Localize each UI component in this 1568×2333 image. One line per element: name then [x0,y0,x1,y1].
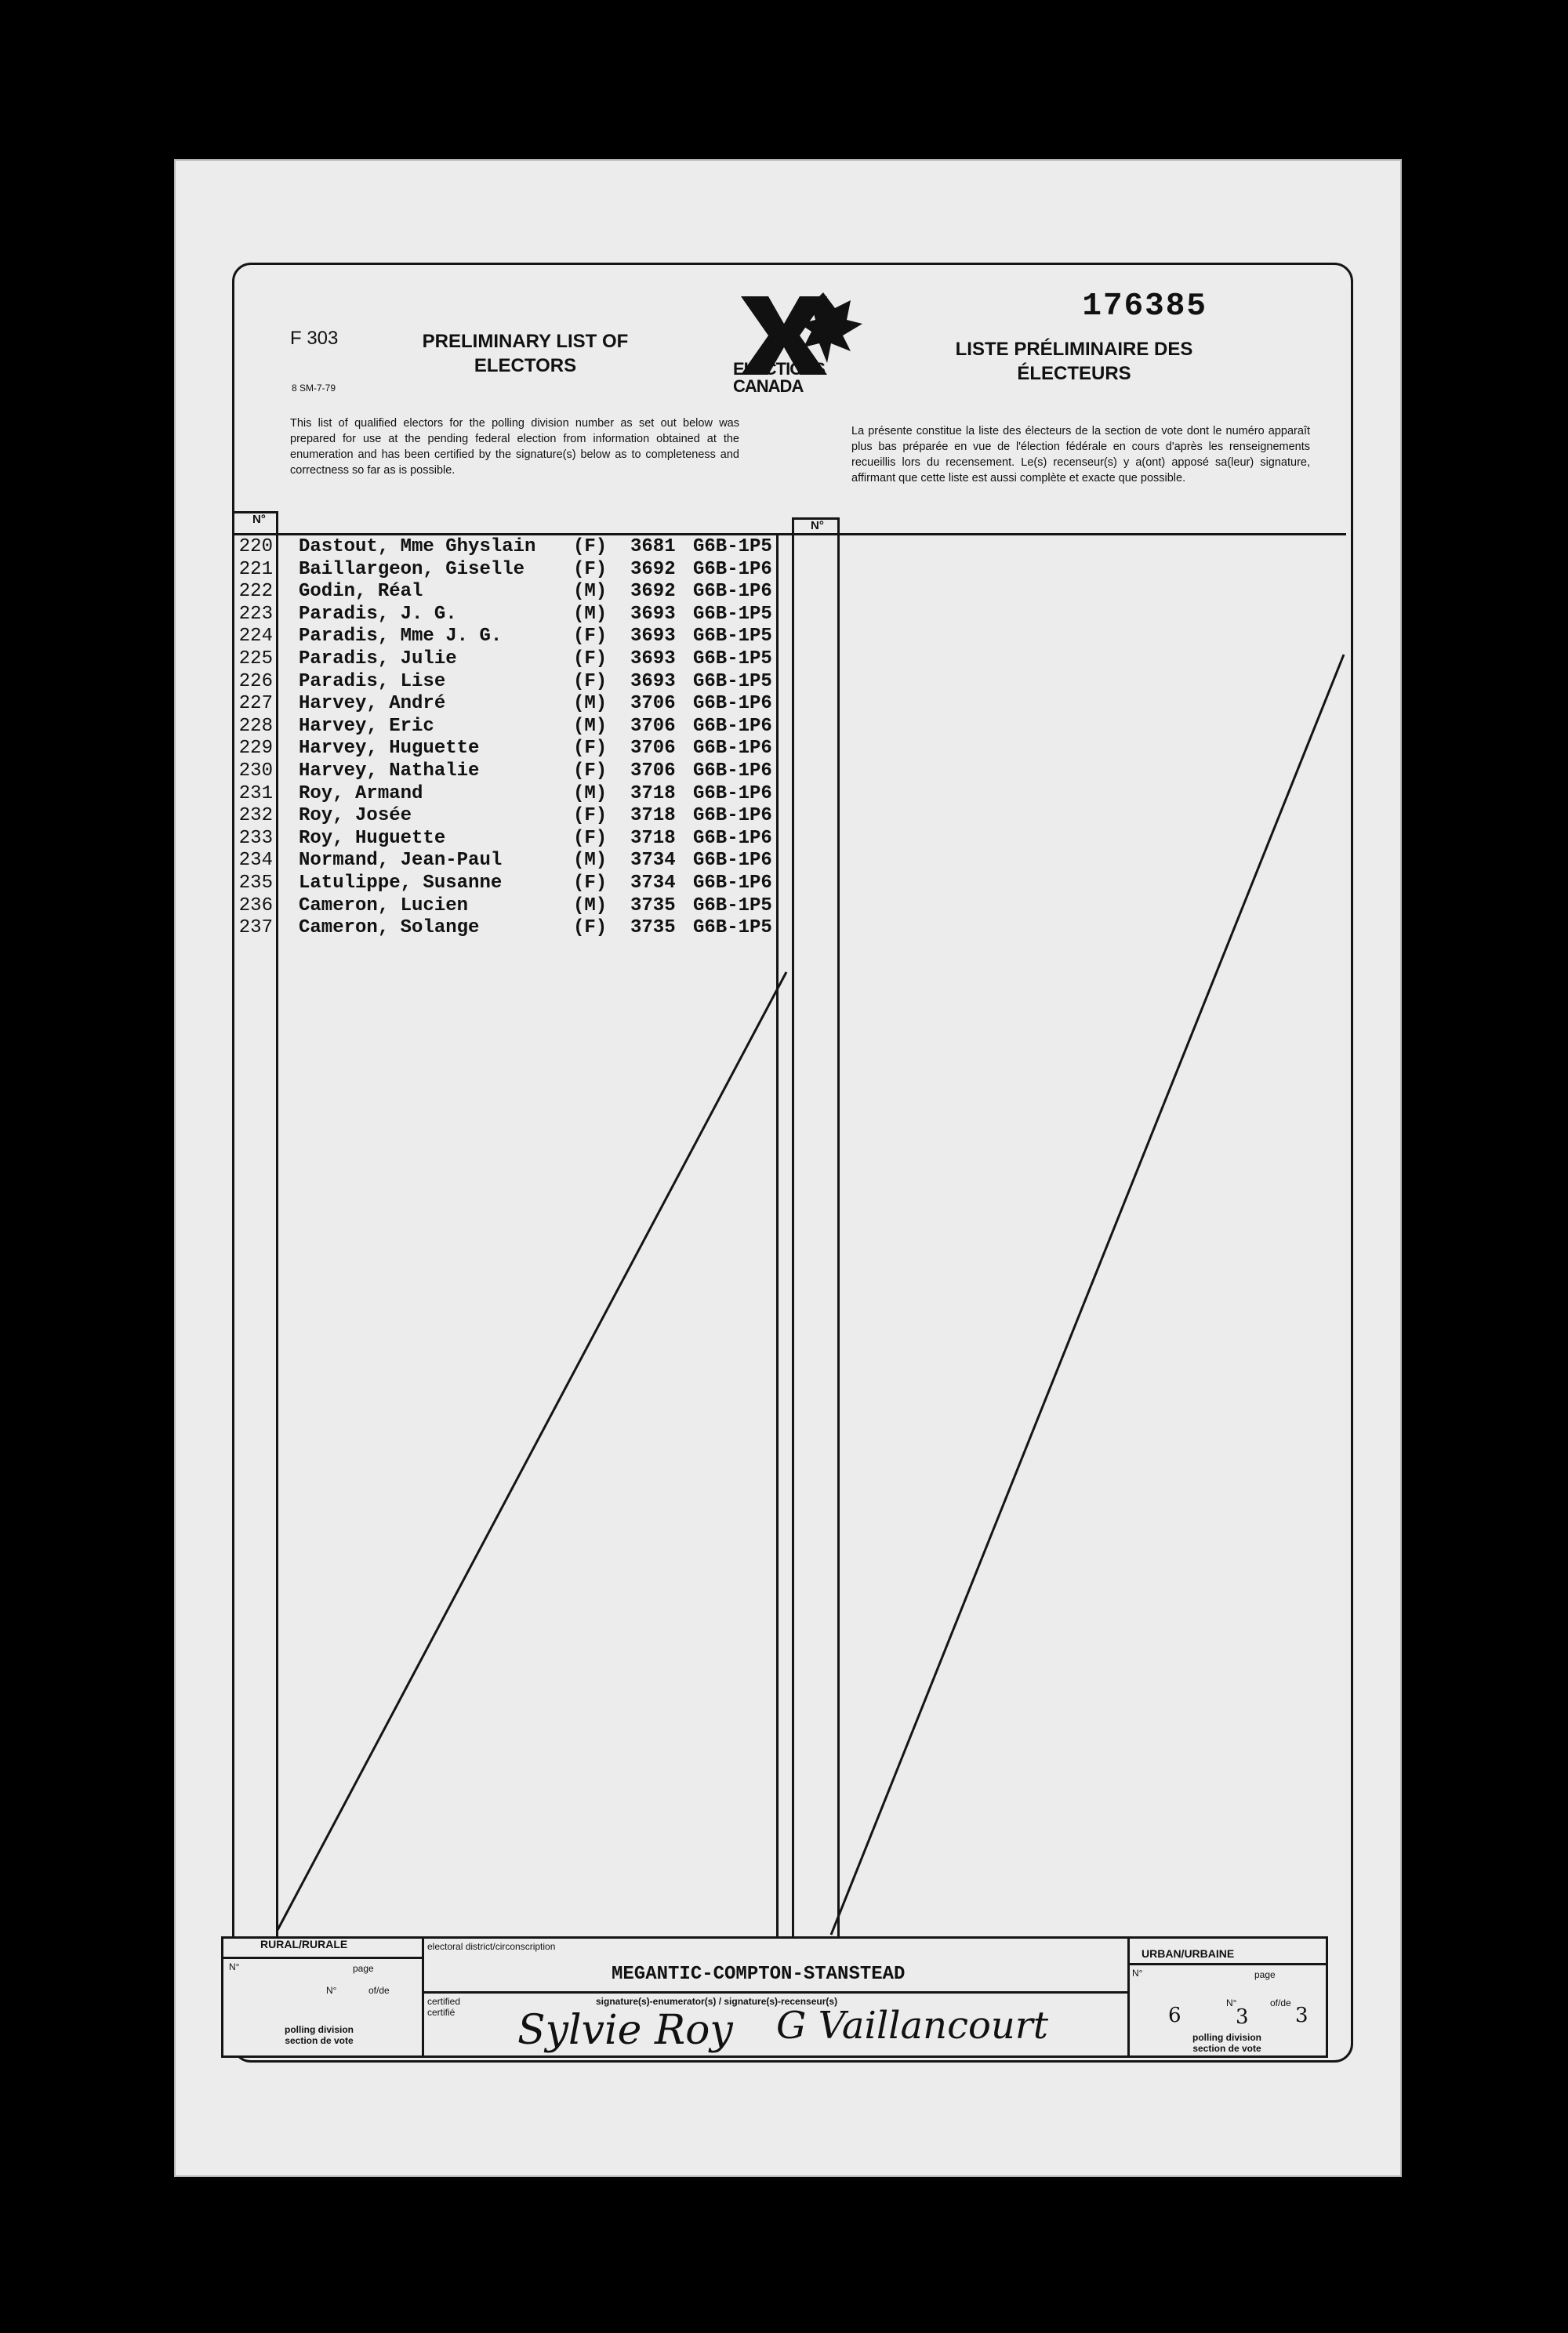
elector-sex: (M) [573,894,608,916]
elector-address: 3706 [630,738,676,760]
elector-name: Godin, Réal [299,581,423,603]
elector-row [232,917,797,940]
district-label: electoral district/circonscription [427,1941,556,1952]
elector-address: 3718 [630,782,676,804]
elector-sex: (M) [573,850,608,872]
rural-no-label-2: N° [326,1985,337,1996]
elector-sex: (M) [573,603,608,625]
elector-sex: (F) [573,760,608,782]
elector-name: Roy, Armand [299,782,423,804]
elector-address: 3692 [630,558,676,580]
elector-sex: (F) [573,558,608,580]
col-line-4 [837,517,840,1936]
signature-1: Sylvie Roy [517,2007,733,2054]
elector-address: 3735 [630,894,676,916]
elector-sex: (M) [573,693,608,715]
elector-name: Roy, Huguette [299,827,446,849]
elector-sex: (F) [573,626,608,648]
logo-text: ELECTIONS CANADA [733,359,825,396]
intro-english: This list of qualified electors for the polling division number as set out below was prepared for use at the pending federal election from information obtained at the enumeration and has been certified by the signature(s) below as to completeness and correctness so far as is possible. [290,417,739,477]
col-no-header-right: N° [811,519,824,532]
elections-canada-logo [725,288,866,396]
elector-postal-code: G6B-1P6 [693,693,772,715]
elector-number: 233 [238,827,273,849]
elector-address: 3693 [630,670,676,692]
rural-no-label: N° [229,1961,240,1972]
elector-row [232,626,797,648]
print-code: 8 SM-7-79 [292,383,336,394]
elector-row [232,895,797,918]
elector-postal-code: G6B-1P6 [693,805,772,827]
signature-2: G Vaillancourt [776,2004,1048,2048]
elector-name: Roy, Josée [299,805,412,827]
urban-of-value: 3 [1295,2004,1308,2027]
district-value: MEGANTIC-COMPTON-STANSTEAD [612,1964,906,1985]
elector-sex: (F) [573,670,608,692]
elector-name: Baillargeon, Giselle [299,558,525,580]
elector-name: Latulippe, Susanne [299,872,503,894]
elector-row [232,828,797,851]
title-en: PRELIMINARY LIST OF ELECTORS [422,331,629,376]
rural-line [221,1957,422,1959]
urban-no-label-2: N° [1226,1997,1237,2008]
elector-sex: (F) [573,738,608,760]
elector-number: 235 [238,872,273,894]
elector-postal-code: G6B-1P6 [693,782,772,804]
urban-no-label: N° [1132,1968,1143,1979]
elector-sex: (M) [573,581,608,603]
elector-postal-code: G6B-1P5 [693,648,772,669]
elector-number: 221 [238,558,273,580]
elector-postal-code: G6B-1P6 [693,558,772,580]
intro-french: La présente constitue la liste des électeurs de la section de vote dont le numéro apparaît plus bas préparée en vue de l'élection fédérale en cours d'après les renseignements recueillis lors du recensement. Le(s) recenseur(s) y a(ont) apposé sa(leur) signature, affirmant que cette liste est aussi complète et exacte que possible. [851,425,1310,484]
elector-number: 223 [238,603,273,625]
urban-label: URBAN/URBAINE [1142,1947,1235,1960]
elector-address: 3692 [630,581,676,603]
elector-sex: (F) [573,872,608,894]
elector-number: 220 [238,536,273,557]
elector-address: 3706 [630,715,676,737]
certified-label: certified certifié [427,1996,461,2018]
elector-postal-code: G6B-1P5 [693,894,772,916]
elector-name: Normand, Jean-Paul [299,850,503,872]
elector-number: 227 [238,693,273,715]
table-header-line [234,533,1346,535]
elector-name: Cameron, Solange [299,917,480,939]
signature-label: signature(s)-enumerator(s) / signature(s)-recenseur(s) [596,1996,838,2007]
elector-number: 230 [238,760,273,782]
elector-postal-code: G6B-1P5 [693,670,772,692]
rural-page-label: page [353,1963,374,1974]
elector-name: Paradis, Mme J. G. [299,626,503,648]
elector-row [232,805,797,828]
form-code: F 303 [290,328,339,349]
elector-row [232,671,797,694]
elector-postal-code: G6B-1P5 [693,626,772,648]
elector-sex: (M) [573,782,608,804]
elector-name: Paradis, Lise [299,670,446,692]
elector-name: Dastout, Mme Ghyslain [299,536,536,557]
rural-polling-label: polling division section de vote [285,2024,354,2046]
footer-col-1 [422,1936,424,2058]
elector-address: 3735 [630,917,676,939]
elector-address: 3718 [630,827,676,849]
elector-postal-code: G6B-1P6 [693,872,772,894]
elector-row [232,536,797,559]
footer-col-2 [1127,1936,1130,2058]
elector-list [232,536,797,940]
elector-sex: (F) [573,917,608,939]
elector-address: 3693 [630,626,676,648]
elector-name: Harvey, Nathalie [299,760,480,782]
elector-number: 222 [238,581,273,603]
elector-postal-code: G6B-1P6 [693,850,772,872]
elector-number: 236 [238,894,273,916]
elector-name: Cameron, Lucien [299,894,469,916]
elector-postal-code: G6B-1P6 [693,581,772,603]
elector-number: 237 [238,917,273,939]
elector-row [232,604,797,626]
elector-postal-code: G6B-1P5 [693,917,772,939]
elector-row [232,783,797,806]
elector-address: 3693 [630,603,676,625]
elector-row [232,873,797,895]
urban-page-label: page [1254,1969,1276,1980]
district-line [422,1991,1127,1994]
elector-number: 225 [238,648,273,669]
urban-no-value: 6 [1168,2004,1181,2027]
serial-number: 176385 [1082,288,1207,325]
urban-polling-label: polling division section de vote [1192,2032,1261,2054]
elector-row [232,850,797,873]
elector-row [232,760,797,783]
elector-postal-code: G6B-1P5 [693,536,772,557]
elector-row [232,693,797,716]
elector-row [232,648,797,671]
elector-address: 3693 [630,648,676,669]
elector-row [232,559,797,582]
elector-name: Paradis, Julie [299,648,457,669]
elector-address: 3718 [630,805,676,827]
elector-name: Harvey, Eric [299,715,434,737]
urban-of-label: of/de [1270,1997,1291,2008]
elector-postal-code: G6B-1P6 [693,827,772,849]
elector-postal-code: G6B-1P6 [693,738,772,760]
elector-number: 226 [238,670,273,692]
title-fr: LISTE PRÉLIMINAIRE DES ÉLECTEURS [955,339,1193,384]
urban-line [1127,1963,1328,1965]
elector-number: 234 [238,850,273,872]
elector-address: 3734 [630,872,676,894]
elector-number: 229 [238,738,273,760]
col-no-header: N° [252,513,266,526]
elector-number: 228 [238,715,273,737]
rural-label: RURAL/RURALE [260,1938,348,1950]
elector-address: 3706 [630,693,676,715]
elector-row [232,716,797,738]
elector-name: Harvey, André [299,693,446,715]
elector-address: 3734 [630,850,676,872]
elector-address: 3681 [630,536,676,557]
elector-name: Paradis, J. G. [299,603,457,625]
elector-row [232,581,797,604]
elector-number: 232 [238,805,273,827]
elector-postal-code: G6B-1P5 [693,603,772,625]
elector-number: 224 [238,626,273,648]
elector-postal-code: G6B-1P6 [693,760,772,782]
elector-name: Harvey, Huguette [299,738,480,760]
urban-page-value: 3 [1236,2005,1249,2029]
elector-sex: (M) [573,715,608,737]
elector-number: 231 [238,782,273,804]
elector-postal-code: G6B-1P6 [693,715,772,737]
elector-sex: (F) [573,648,608,669]
elector-row [232,738,797,760]
elector-sex: (F) [573,805,608,827]
elector-sex: (F) [573,536,608,557]
elector-sex: (F) [573,827,608,849]
elector-address: 3706 [630,760,676,782]
rural-of-label: of/de [368,1985,390,1996]
